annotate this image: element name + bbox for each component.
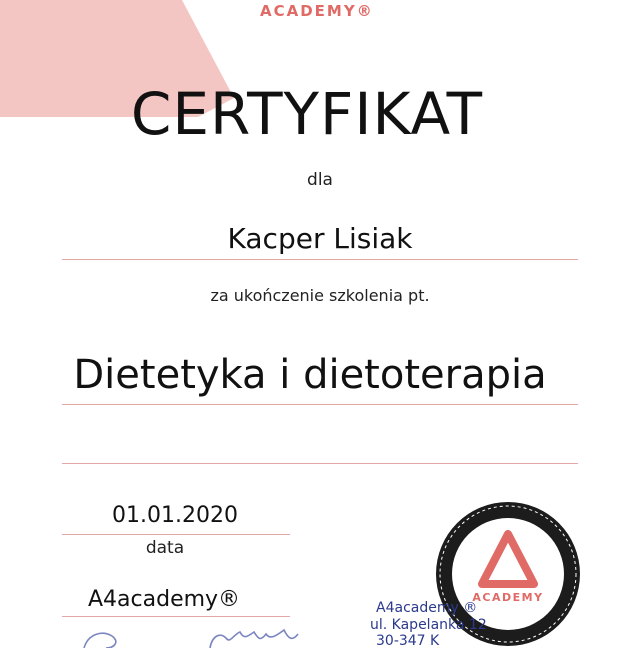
course-title: Dietetyka i dietoterapia	[73, 352, 547, 398]
recipient-name: Kacper Lisiak	[227, 222, 413, 255]
organizer-underline	[62, 616, 290, 617]
recipient-underline	[62, 259, 578, 260]
brand-logo-text: ACADEMY®	[260, 2, 374, 20]
certificate-title: CERTYFIKAT	[130, 80, 484, 148]
stamp-line-1: A4academy ®	[376, 600, 478, 616]
organizer-name: A4academy®	[88, 587, 241, 612]
stamp-line-3: 30-347 K	[376, 633, 440, 649]
date-underline	[62, 534, 290, 535]
signature-icon	[70, 618, 310, 648]
stamp-line-2: ul. Kapelanka 12	[370, 617, 487, 633]
blank-underline	[62, 463, 578, 464]
certificate-date: 01.01.2020	[112, 503, 238, 528]
completion-label: za ukończenie szkolenia pt.	[210, 286, 430, 305]
date-label: data	[145, 538, 185, 558]
course-underline	[62, 404, 578, 405]
svg-text:ACADEMY: ACADEMY	[472, 591, 544, 604]
for-label: dla	[307, 170, 333, 190]
